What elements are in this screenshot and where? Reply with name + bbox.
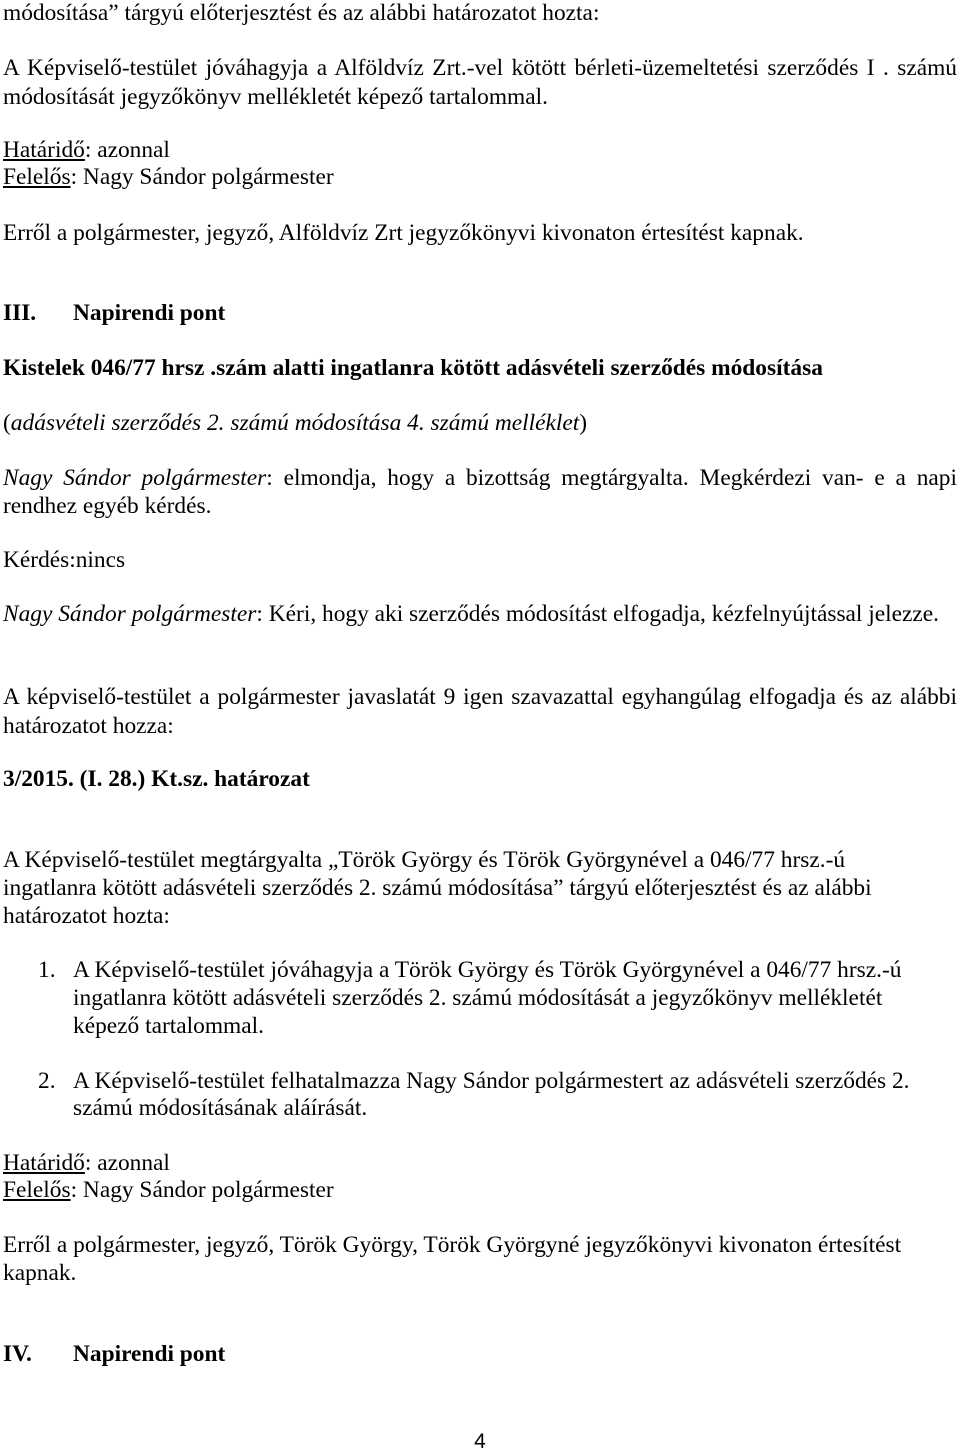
agenda-3-notification-line-2: kapnak.: [3, 1260, 77, 1286]
attachment-text: adásvételi szerződés 2. számú módosítása 4. számú melléklet: [10, 410, 580, 436]
attachment-open-paren: (: [3, 410, 11, 436]
agenda-3-responsible: [3, 1176, 334, 1204]
list-item-2-line-2: számú módosításának aláírását.: [73, 1095, 368, 1121]
previous-responsible: [3, 163, 334, 191]
vote-line-2: határozatot hozza:: [3, 713, 174, 739]
speech-1-line-1: [3, 464, 957, 492]
list-item-2-line-1: A Képviselő-testület felhatalmazza Nagy Sándor polgármestert az adásvételi szerződés 2.: [73, 1068, 910, 1094]
list-item-2-number: 2.: [38, 1068, 56, 1094]
speech-1-text: : elmondja, hogy a bizottság megtárgyalta. Megkérdezi van- e a napi: [266, 465, 957, 491]
vote-line-1: A képviselő-testület a polgármester javaslatát 9 igen szavazattal egyhangúlag elfogadja és az alábbi: [3, 684, 957, 710]
agenda-3-number: III.: [3, 300, 37, 326]
deadline-label: Határidő: [3, 1150, 85, 1176]
agenda-3-notification-line-1: Erről a polgármester, jegyző, Török György, Török Györgyné jegyzőkönyvi kivonaton értesítést: [3, 1232, 902, 1258]
deadline-value: : azonnal: [84, 1150, 170, 1176]
previous-resolution-line-1: A Képviselő-testület jóváhagyja a Alföldvíz Zrt.-vel kötött bérleti-üzemeltetési szerződés I . számú: [3, 55, 957, 81]
resolution-intro-line-3: határozatot hozta:: [3, 903, 170, 929]
attachment-close-paren: ): [579, 410, 588, 436]
list-item-1-line-3: képező tartalommal.: [73, 1013, 264, 1039]
previous-deadline: [3, 136, 170, 164]
responsible-label: Felelős: [3, 164, 71, 190]
agenda-4-heading: Napirendi pont: [73, 1341, 226, 1367]
speech-1-line-2: rendhez egyéb kérdés.: [3, 493, 212, 519]
speech-1-speaker: Nagy Sándor polgármester: [3, 465, 267, 491]
previous-resolution-line-2: módosítását jegyzőkönyv mellékletét képező tartalommal.: [3, 84, 548, 110]
previous-closing-line: módosítása” tárgyú előterjesztést és az alábbi határozatot hozta:: [3, 0, 600, 26]
agenda-4-number: IV.: [3, 1341, 32, 1367]
deadline-value: : azonnal: [84, 137, 170, 163]
list-item-1-line-2: ingatlanra kötött adásvételi szerződés 2. számú módosítását a jegyzőkönyv mellékletét: [73, 985, 883, 1011]
speech-2: [3, 600, 939, 628]
agenda-3-heading: Napirendi pont: [73, 300, 226, 326]
list-item-1-number: 1.: [38, 957, 56, 983]
resolution-intro-line-1: A Képviselő-testület megtárgyalta „Török György és Török Györgynével a 046/77 hrsz.-ú: [3, 847, 846, 873]
agenda-3-title: Kistelek 046/77 hrsz .szám alatti ingatlanra kötött adásvételi szerződés módosítása: [3, 355, 823, 381]
resolution-intro-line-2: ingatlanra kötött adásvételi szerződés 2. számú módosítása” tárgyú előterjesztést és az alábbi: [3, 875, 872, 901]
speech-2-speaker: Nagy Sándor polgármester: [3, 601, 257, 627]
agenda-3-deadline: [3, 1149, 170, 1177]
page-number: 4: [474, 1430, 486, 1453]
responsible-value: : Nagy Sándor polgármester: [70, 1177, 334, 1203]
questions-line: Kérdés:nincs: [3, 547, 126, 573]
deadline-label: Határidő: [3, 137, 85, 163]
resolution-number: 3/2015. (I. 28.) Kt.sz. határozat: [3, 766, 310, 792]
speech-2-text: : Kéri, hogy aki szerződés módosítást elfogadja, kézfelnyújtással jelezze.: [256, 601, 940, 627]
previous-notification: Erről a polgármester, jegyző, Alföldvíz Zrt jegyzőkönyvi kivonaton értesítést kapnak.: [3, 220, 804, 246]
responsible-value: : Nagy Sándor polgármester: [70, 164, 334, 190]
agenda-3-attachment: [3, 409, 587, 437]
responsible-label: Felelős: [3, 1177, 71, 1203]
list-item-1-line-1: A Képviselő-testület jóváhagyja a Török György és Török Györgynével a 046/77 hrsz.-ú: [73, 957, 902, 983]
